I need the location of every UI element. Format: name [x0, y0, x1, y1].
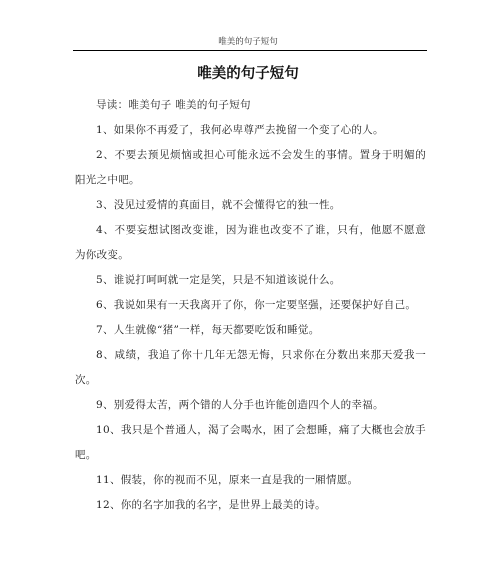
paragraph-6: 6、我说如果有一天我离开了你，你一定要坚强，还要保护好自己。 [96, 299, 417, 311]
paragraph-8: 8、咸绩，我追了你十几年无怨无悔，只求你在分数出来那天爱我一次。 [75, 349, 426, 386]
paragraph-3: 3、没见过爱情的真面目，就不会懂得它的独一性。 [96, 199, 341, 211]
paragraph-4: 4、不要妄想试图改变谁，因为谁也改变不了谁，只有，他愿不愿意为你改变。 [75, 224, 426, 261]
intro-line: 导读：唯美句子 唯美的句子短句 [96, 99, 251, 111]
running-header: 唯美的句子短句 [218, 37, 278, 47]
paragraph-7: 7、人生就像“猪”一样，每天都要吃饭和睡觉。 [96, 324, 320, 336]
paragraph-10: 10、我只是个普通人，渴了会喝水，困了会想睡，痛了大概也会放手吧。 [75, 424, 426, 461]
header-divider [73, 50, 427, 51]
paragraph-9: 9、别爱得太苦，两个错的人分手也许能创造四个人的幸福。 [96, 399, 384, 411]
paragraph-11: 11、假装，你的视而不见，原来一直是我的一厢情愿。 [96, 474, 359, 486]
paragraph-5: 5、谁说打呵呵就一定是笑，只是不知道该说什么。 [96, 274, 341, 286]
document-body [75, 93, 426, 518]
paragraph-2: 2、不要去预见烦恼或担心可能永远不会发生的事情。置身于明媚的阳光之中吧。 [75, 149, 426, 186]
paragraph-1: 1、如果你不再爱了，我何必卑尊严去挽留一个变了心的人。 [96, 124, 384, 136]
paragraph-12: 12、你的名字加我的名字，是世界上最美的诗。 [96, 499, 326, 511]
document-title: 唯美的句子短句 [197, 66, 299, 82]
